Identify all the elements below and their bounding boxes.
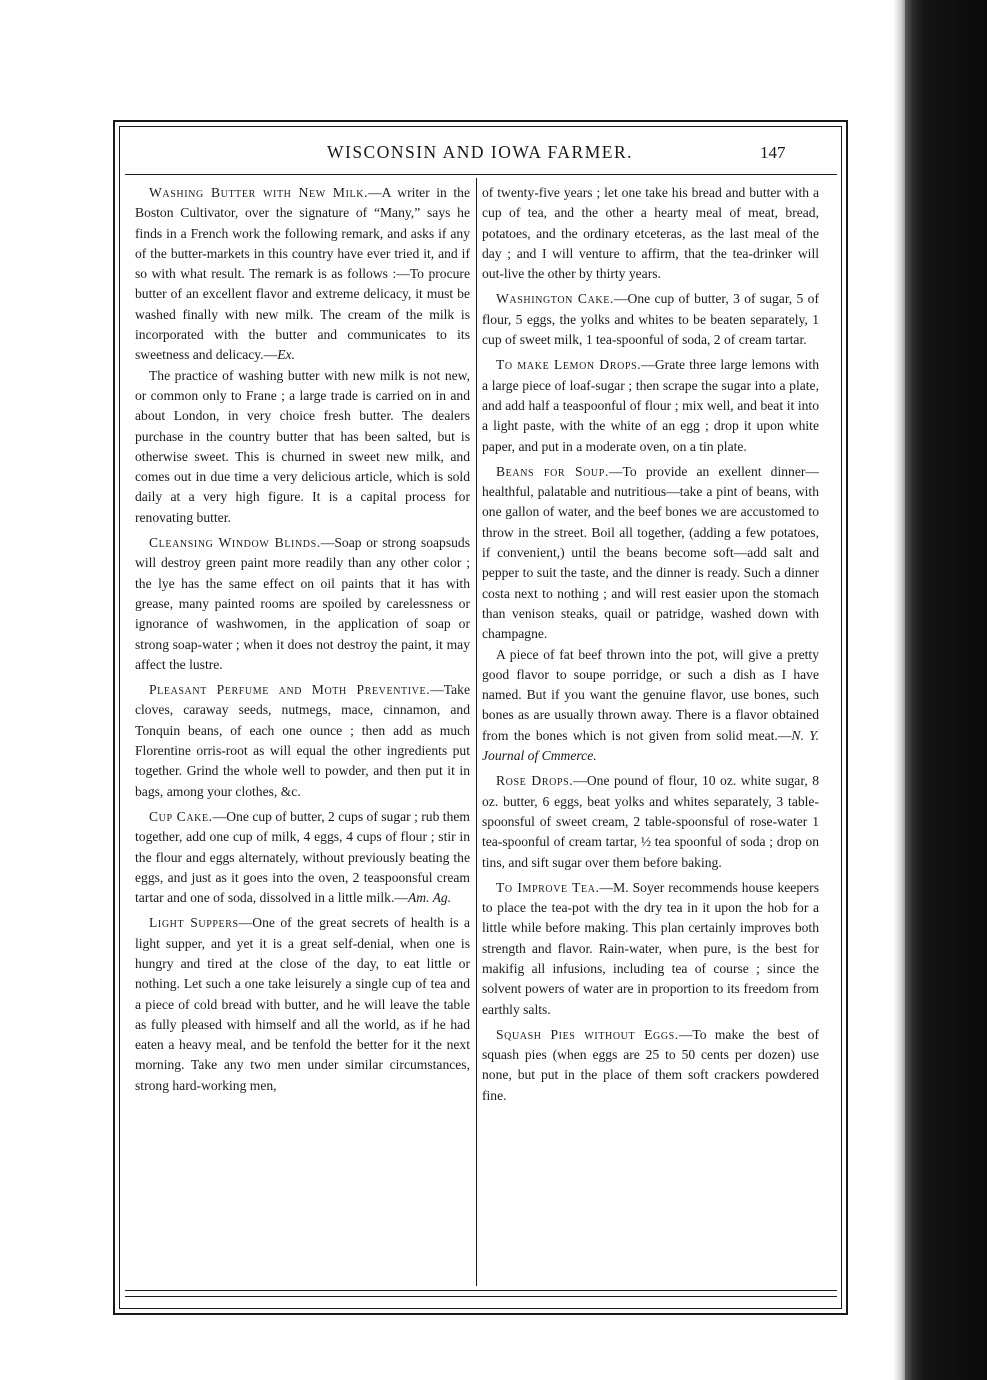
article-paragraph: A piece of fat beef thrown into the pot, will give a pretty good flavor to soupe porridge, or such a dish as I have named. But if you want the genuine flavor, use bones, such bones as are usually thrown away. There is a flavor obtained from the bones which is not given from solid meat.— <box>482 646 819 743</box>
article-title: To Improve Tea. <box>496 879 600 895</box>
article-body: —One pound of flour, 10 oz. white sugar, 8 oz. butter, 6 eggs, beat yolks and whites separately, 3 table-spoonsful of sweet cream, 2 table-spoonsful of rose-water 1 tea-spoonful of cream tartar, ½ tea spoonful of soda ; drop on tins, and sift sugar over them before baking. <box>482 773 819 870</box>
article-paragraph: The practice of washing butter with new milk is not new, or common only to Frane ; a large trade is carried on in and about London, in very choice fresh butter. The dealers purchase in the country butter that has been salted, but is otherwise sweet. This is churned in sweet new milk, and comes out in due time a very delicious article, which is sold daily at a very high figure. It is a capital process for renovating butter. <box>135 367 470 525</box>
footer-rule-double <box>125 1296 837 1297</box>
article-perfume-moth-preventive <box>135 680 470 802</box>
article-beans-for-soup <box>482 462 819 766</box>
article-rose-drops <box>482 771 819 872</box>
article-title: Rose Drops. <box>496 773 574 789</box>
article-cleansing-window-blinds <box>135 533 470 675</box>
right-column <box>482 183 819 1111</box>
article-body: —Grate three large lemons with a large piece of loaf-sugar ; then scrape the sugar into a plate, and add half a teaspoonful of flour ; mix well, and beat it into a light paste, with the white of an egg ; drop it upon white paper, and put in a moderate oven, on a tin plate. <box>482 357 819 454</box>
article-source: N. Y. Journal of Cmmerce. <box>482 727 819 764</box>
article-body: —To make the best of squash pies (when eggs are 25 to 50 cents per dozen) use none, but put in the place of them soft crackers powdered fine. <box>482 1026 819 1103</box>
article-washing-butter <box>135 183 470 528</box>
article-title: Light Suppers <box>149 915 239 931</box>
article-title: Washington Cake. <box>496 291 614 307</box>
article-squash-pies <box>482 1025 819 1106</box>
running-header-title: WISCONSIN AND IOWA FARMER. <box>326 142 634 162</box>
article-body: —M. Soyer recommends house keepers to place the tea-pot with the dry tea in it upon the hob for a little while before making. This plan certainly improves both strength and flavor. Rain-water, when pure, is the best for makifig all infusions, including tea of course ; since the solvent powers of water are in proportion to its freedom from earthly salts. <box>482 879 819 1017</box>
article-body: —Soap or strong soapsuds will destroy green paint more readily than any other color ; the lye has the same effect on oil paints that it has with grease, many painted rooms are spoiled by carelessness or ignorance of washwomen, in the application of soap or strong soap-water ; when it does not destroy the paint, it may affect the lustre. <box>135 535 470 672</box>
article-title: Beans for Soup. <box>496 463 609 479</box>
article-body: —Take cloves, caraway seeds, nutmegs, mace, cinnamon, and Tonquin beans, of each one ounce ; then add as much Florentine orris-root as will equal the other ingredients put together. Grind the whole well to powder, and then put it in bags, among your clothes, &c. <box>135 682 470 799</box>
book-spine <box>905 0 987 1380</box>
article-body: —One cup of butter, 3 of sugar, 5 of flour, 5 eggs, the yolks and whites to be beaten separately, 1 cup of sweet milk, 1 tea-spoonful of soda, 2 of cream tartar. <box>482 291 820 348</box>
footer-rule <box>125 1290 837 1291</box>
article-source: Am. Ag. <box>407 890 452 906</box>
article-light-suppers-continued <box>482 183 819 284</box>
header-rule <box>125 174 837 175</box>
article-title: Pleasant Perfume and Moth Preventive. <box>149 682 431 698</box>
column-divider <box>476 178 477 1286</box>
article-source: Ex. <box>277 347 295 363</box>
article-washington-cake <box>482 289 819 350</box>
article-title: To make Lemon Drops. <box>496 357 642 373</box>
article-title: Washing Butter with New Milk. <box>149 185 369 200</box>
article-title: Cup Cake. <box>149 808 213 824</box>
article-body: —One of the great secrets of health is a light supper, and yet it is a great self-denial, when one is hungry and tired at the close of the day, to eat little or nothing. Let such a one take leisurely a single cup of tea and a piece of cold bread with butter, and he will leave the table as fully pleased with himself and all the world, as if he had eaten a heavy meal, and be tenfold the better for it the next morning. Take any two men under similar circumstances, strong hard-working men, <box>135 915 470 1093</box>
article-continuation: of twenty-five years ; let one take his bread and butter with a cup of tea, and the other a hearty meal of meat, bread, potatoes, and the ordinary etceteras, as the last meal of the day ; and I will venture to affirm, that the tea-drinker will out-live the other by thirty years. <box>482 185 819 282</box>
article-title: Squash Pies without Eggs. <box>496 1026 679 1042</box>
page-number: 147 <box>760 143 786 162</box>
article-cup-cake <box>135 807 470 908</box>
article-improve-tea <box>482 878 819 1020</box>
article-light-suppers <box>135 913 470 1096</box>
left-column <box>135 183 470 1101</box>
article-body: —One cup of butter, 2 cups of sugar ; rub them together, add one cup of milk, 4 eggs, 4 cups of flour ; stir in the flour and eggs alternately, without previously beating the eggs, and just as it goes into the oven, 2 teaspoonsful cream tartar and one of soda, dissolved in a little milk.— <box>135 808 470 906</box>
article-title: Cleansing Window Blinds. <box>149 535 321 551</box>
article-body: —To provide an exellent dinner—healthful, palatable and nutritious—take a pint of beans, with one gallon of water, and the beef bones we are accustomed to throw in the street. Boil all together, (adding a few potatoes, if convenient,) until the beans become soft—add salt and pepper to suit the taste, and the dinner is ready. Such a dinner costa next to nothing ; and will rest easier upon the stomach than venison steaks, quail or patridge, washed down with champagne. <box>482 463 819 642</box>
article-lemon-drops <box>482 355 819 456</box>
article-body: —A writer in the Boston Cultivator, over the signature of “Many,” says he finds in a French work the following remark, and asks if any of the butter-markets in this country have ever tried it, and if so with what result. The remark is as follows :—To procure butter of an excellent flavor and extreme delicacy, it must be washed finally with new milk. The cream of the milk is incorporated with the butter and communicates to its sweetness and delicacy.— <box>135 185 471 363</box>
